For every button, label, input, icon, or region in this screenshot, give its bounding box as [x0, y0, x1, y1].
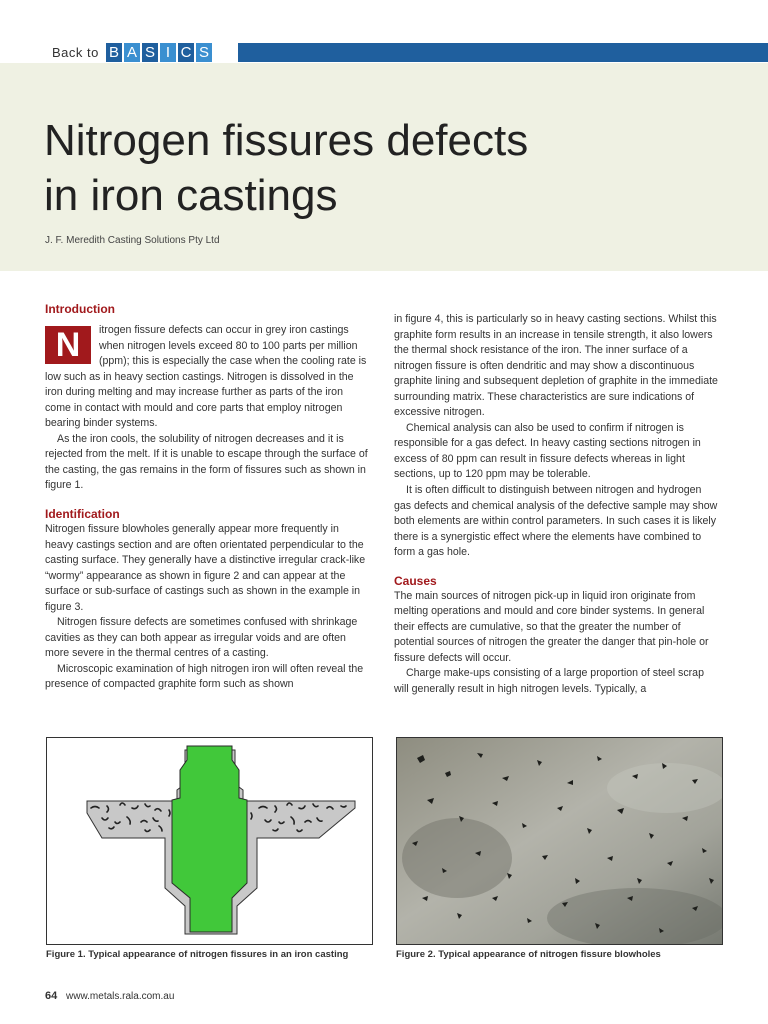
- casting-diagram: [47, 738, 372, 944]
- column-left: [45, 302, 370, 693]
- paragraph: As the iron cools, the solubility of nitrogen decreases and it is rejected from the melt. If it is unable to escape through the surface of the casting, the gas remains in the form of fissures such as shown in figure 1.: [45, 432, 368, 492]
- paragraph: Nitrogen fissure blowholes generally appear more frequently in heavy castings section and are often orientated perpendicular to the casting surface. They generally have a distinctive irregular crack-like “wormy” appearance as shown in figure 2 and can appear at the surface or sub-surface of castings such as shown in the example in figure 3.: [45, 523, 366, 613]
- paragraph: The main sources of nitrogen pick-up in liquid iron originate from melting operations and mould and core binder systems. In general their effects are cumulative, so that the greater the number of potential sources of nitrogen the greater the danger that pin-hole or fissure defects will occur.: [394, 589, 709, 664]
- title-line-2: in iron castings: [44, 171, 338, 220]
- website-link[interactable]: www.metals.rala.com.au: [66, 991, 175, 1002]
- heading-identification: Identification: [45, 507, 120, 522]
- page-title: [44, 113, 528, 223]
- basics-logo[interactable]: [106, 43, 214, 62]
- figure-1-diagram: [46, 737, 373, 945]
- paragraph: Microscopic examination of high nitrogen iron will often reveal the presence of compacted graphite form such as shown: [45, 662, 364, 691]
- paragraph: Chemical analysis can also be used to confirm if nitrogen is responsible for a gas defect. In heavy casting sections nitrogen in excess of 80 ppm can result in fissure defects whereas in light sections, up to 120 ppm may be tolerable.: [394, 421, 701, 481]
- paragraph: Nitrogen fissure defects are sometimes confused with shrinkage cavities as they can both appear as irregular voids and are often more severe in the thermal centres of a casting.: [45, 616, 358, 660]
- figure-2-caption: Figure 2. Typical appearance of nitrogen fissure blowholes: [396, 949, 661, 960]
- header-blue-bar: [238, 43, 768, 62]
- column-right: [394, 312, 719, 698]
- heading-introduction: Introduction: [45, 302, 115, 316]
- page-footer: [45, 990, 174, 1002]
- page-number: 64: [45, 990, 58, 1002]
- paragraph: It is often difficult to distinguish between nitrogen and hydrogen gas defects and chemical analysis of the defective sample may show both elements are within control parameters. In such cases it is likely there is a synergistic effect where the elements have combined to form a gas hole.: [394, 484, 718, 559]
- back-to-label[interactable]: Back to: [52, 45, 99, 60]
- heading-causes: Causes: [394, 573, 437, 588]
- blowhole-photo: [397, 738, 722, 944]
- basics-letter: S: [142, 43, 158, 62]
- basics-letter: C: [178, 43, 194, 62]
- basics-letter: A: [124, 43, 140, 62]
- author-line: J. F. Meredith Casting Solutions Pty Ltd: [45, 235, 220, 246]
- figure-2-photo: [396, 737, 723, 945]
- title-line-1: Nitrogen fissures defects: [44, 116, 529, 165]
- drop-cap: N: [45, 326, 91, 364]
- paragraph: in figure 4, this is particularly so in heavy casting sections. Whilst this graphite form results in an increase in tensile strength, it also lowers the thermal shock resistance of the iron. The inner surface of a nitrogen fissure is often dendritic and may show a discontinuous graphite lining and subsequent depletion of graphite in the immediate surrounding matrix. These characteristics are sure indications of excessive nitrogen.: [394, 313, 718, 419]
- basics-letter: S: [196, 43, 212, 62]
- intro-text: itrogen fissure defects can occur in grey iron castings when nitrogen levels exceed 80 to 100 parts per million (ppm); this is especially the case when the cooling rate is low such as in heavy section castings. Nitrogen is dissolved in the iron during melting and may increase further as parts of the iron come in contact with mould and core parts that employ nitrogen bearing binder systems.: [45, 324, 367, 430]
- paragraph: Charge make-ups consisting of a large proportion of steel scrap will generally result in high nitrogen levels. Typically, a: [394, 667, 704, 696]
- intro-paragraph: [45, 323, 370, 432]
- basics-letter: I: [160, 43, 176, 62]
- figure-1-caption: Figure 1. Typical appearance of nitrogen fissures in an iron casting: [46, 949, 349, 960]
- basics-letter: B: [106, 43, 122, 62]
